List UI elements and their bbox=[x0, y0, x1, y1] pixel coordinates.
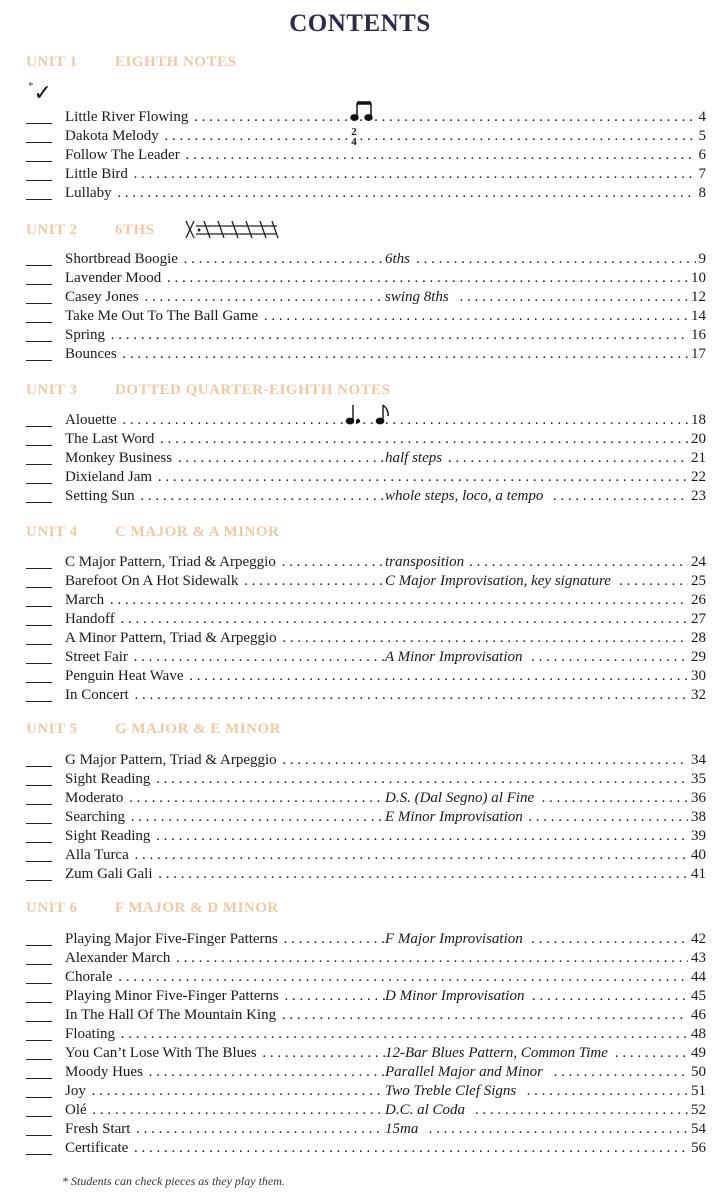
entry-page: 16 bbox=[688, 326, 706, 345]
entry-concept: 6ths bbox=[385, 250, 416, 269]
entry-concept: whole steps, loco, a tempo bbox=[385, 487, 549, 506]
contents-entry[interactable] bbox=[26, 288, 706, 307]
check-blank[interactable] bbox=[26, 842, 52, 843]
check-blank[interactable] bbox=[26, 180, 52, 181]
dotted-quarter-eighth-icon bbox=[344, 402, 390, 426]
check-blank[interactable] bbox=[26, 880, 52, 881]
unit-6-heading: UNIT 6 F MAJOR & D MINOR bbox=[26, 900, 279, 916]
footnote: * Students can check pieces as they play them. bbox=[62, 1174, 285, 1188]
check-blank[interactable] bbox=[26, 1002, 52, 1003]
contents-entry[interactable] bbox=[26, 1025, 706, 1044]
entry-title: Joy bbox=[65, 1083, 86, 1099]
entry-title: Zum Gali Gali bbox=[65, 866, 153, 882]
contents-entry[interactable] bbox=[26, 572, 706, 591]
entry-title: Moderato bbox=[65, 790, 124, 806]
entry-concept: Parallel Major and Minor bbox=[385, 1063, 549, 1082]
contents-entry[interactable] bbox=[26, 430, 706, 449]
contents-entry[interactable] bbox=[26, 127, 706, 146]
contents-entry[interactable] bbox=[26, 1063, 706, 1082]
check-legend bbox=[28, 80, 52, 106]
entry-title: A Minor Pattern, Triad & Arpeggio bbox=[65, 630, 277, 646]
entry-title: March bbox=[65, 592, 105, 608]
entry-page: 4 bbox=[696, 108, 707, 127]
contents-entry[interactable] bbox=[26, 949, 706, 968]
entry-page: 36 bbox=[688, 789, 706, 808]
checkmark-icon: ✓ bbox=[33, 80, 52, 105]
entry-page: 49 bbox=[688, 1044, 706, 1063]
entry-title: Shortbread Boogie bbox=[65, 251, 178, 267]
entry-title: The Last Word bbox=[65, 431, 155, 447]
entry-page: 7 bbox=[696, 165, 707, 184]
check-blank[interactable] bbox=[26, 464, 52, 465]
entry-page: 23 bbox=[688, 487, 706, 506]
contents-entry[interactable] bbox=[26, 1006, 706, 1025]
entry-title: Olé bbox=[65, 1102, 87, 1118]
entry-title: Alla Turca bbox=[65, 847, 129, 863]
check-blank[interactable] bbox=[26, 161, 52, 162]
entry-page: 34 bbox=[688, 751, 706, 770]
entry-concept: A Minor Improvisation bbox=[385, 648, 529, 667]
contents-entry[interactable] bbox=[26, 930, 706, 949]
entry-title: Searching bbox=[65, 809, 125, 825]
entry-page: 40 bbox=[688, 846, 706, 865]
entry-title: You Can’t Lose With The Blues bbox=[65, 1045, 257, 1061]
entry-page: 46 bbox=[688, 1006, 706, 1025]
entry-page: 17 bbox=[688, 345, 706, 364]
entry-page: 6 bbox=[696, 146, 707, 165]
check-blank[interactable] bbox=[26, 284, 52, 285]
entry-title: Playing Minor Five-Finger Patterns bbox=[65, 988, 279, 1004]
contents-entry[interactable] bbox=[26, 648, 706, 667]
entry-page: 20 bbox=[688, 430, 706, 449]
entry-title: Lavender Mood bbox=[65, 270, 162, 286]
unit-5-heading: UNIT 5 G MAJOR & E MINOR bbox=[26, 721, 281, 737]
check-blank[interactable] bbox=[26, 142, 52, 143]
unit-4-heading: UNIT 4 C MAJOR & A MINOR bbox=[26, 524, 280, 540]
entry-concept: D.C. al Coda bbox=[385, 1101, 471, 1120]
entry-title: Alexander March bbox=[65, 950, 171, 966]
contents-entry[interactable] bbox=[26, 808, 706, 827]
entry-page: 28 bbox=[688, 629, 706, 648]
entry-title: C Major Pattern, Triad & Arpeggio bbox=[65, 554, 276, 570]
time-signature: 2 4 bbox=[349, 127, 359, 147]
check-blank[interactable] bbox=[26, 322, 52, 323]
contents-entry[interactable] bbox=[26, 345, 706, 364]
check-blank[interactable] bbox=[26, 341, 52, 342]
check-blank[interactable] bbox=[26, 1078, 52, 1079]
entry-page: 21 bbox=[688, 449, 706, 468]
entry-title: Setting Sun bbox=[65, 488, 135, 504]
entry-page: 27 bbox=[688, 610, 706, 629]
entry-page: 52 bbox=[688, 1101, 706, 1120]
entry-page: 48 bbox=[688, 1025, 706, 1044]
check-blank[interactable] bbox=[26, 265, 52, 266]
contents-entry[interactable] bbox=[26, 968, 706, 987]
check-blank[interactable] bbox=[26, 823, 52, 824]
check-blank[interactable] bbox=[26, 644, 52, 645]
contents-entry[interactable] bbox=[26, 487, 706, 506]
check-blank[interactable] bbox=[26, 861, 52, 862]
entry-title: Floating bbox=[65, 1026, 116, 1042]
contents-entry[interactable] bbox=[26, 629, 706, 648]
entry-page: 22 bbox=[688, 468, 706, 487]
check-blank[interactable] bbox=[26, 701, 52, 702]
entry-title: Street Fair bbox=[65, 649, 128, 665]
contents-entry[interactable] bbox=[26, 686, 706, 705]
entry-title: Alouette bbox=[65, 412, 117, 428]
check-blank[interactable] bbox=[26, 587, 52, 588]
entry-title: G Major Pattern, Triad & Arpeggio bbox=[65, 752, 277, 768]
entry-concept: swing 8ths bbox=[385, 288, 455, 307]
check-blank[interactable] bbox=[26, 1154, 52, 1155]
contents-entry[interactable] bbox=[26, 591, 706, 610]
contents-entry[interactable] bbox=[26, 846, 706, 865]
entry-page: 41 bbox=[688, 865, 706, 884]
entry-concept: C Major Improvisation, key signature bbox=[385, 572, 617, 591]
asterisk: * bbox=[28, 80, 34, 92]
entry-page: 26 bbox=[688, 591, 706, 610]
check-blank[interactable] bbox=[26, 426, 52, 427]
entry-title: Little Bird bbox=[65, 166, 128, 182]
entry-page: 5 bbox=[696, 127, 707, 146]
check-blank[interactable] bbox=[26, 199, 52, 200]
contents-entry[interactable] bbox=[26, 1101, 706, 1120]
check-blank[interactable] bbox=[26, 1097, 52, 1098]
check-blank[interactable] bbox=[26, 945, 52, 946]
entry-page: 12 bbox=[688, 288, 706, 307]
contents-entry[interactable] bbox=[26, 1082, 706, 1101]
entry-title: Fresh Start bbox=[65, 1121, 131, 1137]
entry-page: 32 bbox=[688, 686, 706, 705]
sixths-interval-icon bbox=[182, 218, 282, 242]
contents-entry[interactable] bbox=[26, 553, 706, 572]
entry-page: 54 bbox=[688, 1120, 706, 1139]
contents-entry[interactable] bbox=[26, 165, 706, 184]
entry-page: 14 bbox=[688, 307, 706, 326]
check-blank[interactable] bbox=[26, 303, 52, 304]
contents-entry[interactable] bbox=[26, 449, 706, 468]
unit-1-heading: UNIT 1 EIGHTH NOTES bbox=[26, 54, 237, 70]
entry-page: 18 bbox=[688, 411, 706, 430]
check-blank[interactable] bbox=[26, 1135, 52, 1136]
entry-title: Take Me Out To The Ball Game bbox=[65, 308, 259, 324]
entry-page: 25 bbox=[688, 572, 706, 591]
entry-page: 38 bbox=[688, 808, 706, 827]
entry-title: Sight Reading bbox=[65, 771, 151, 787]
unit-2-heading: UNIT 2 6THS bbox=[26, 222, 155, 238]
contents-entry[interactable] bbox=[26, 865, 706, 884]
entry-page: 56 bbox=[688, 1139, 706, 1158]
contents-entry[interactable] bbox=[26, 326, 706, 345]
check-blank[interactable] bbox=[26, 606, 52, 607]
check-blank[interactable] bbox=[26, 1059, 52, 1060]
entry-title: Dixieland Jam bbox=[65, 469, 153, 485]
check-blank[interactable] bbox=[26, 964, 52, 965]
entry-title: Certificate bbox=[65, 1140, 129, 1156]
entry-title: Bounces bbox=[65, 346, 117, 362]
check-blank[interactable] bbox=[26, 785, 52, 786]
entry-concept: E Minor Improvisation bbox=[385, 808, 529, 827]
entry-title: Chorale bbox=[65, 969, 113, 985]
entry-concept: D.S. (Dal Segno) al Fine bbox=[385, 789, 540, 808]
contents-entry[interactable] bbox=[26, 250, 706, 269]
entry-page: 51 bbox=[688, 1082, 706, 1101]
entry-page: 24 bbox=[688, 553, 706, 572]
entry-page: 29 bbox=[688, 648, 706, 667]
check-blank[interactable] bbox=[26, 360, 52, 361]
check-blank[interactable] bbox=[26, 123, 52, 124]
entry-title: Sight Reading bbox=[65, 828, 151, 844]
entry-title: In Concert bbox=[65, 687, 129, 703]
entry-title: Monkey Business bbox=[65, 450, 173, 466]
entry-title: Little River Flowing bbox=[65, 109, 189, 125]
contents-entry[interactable] bbox=[26, 1044, 706, 1063]
contents-entry[interactable] bbox=[26, 1139, 706, 1158]
contents-entry[interactable] bbox=[26, 184, 706, 203]
contents-entry[interactable] bbox=[26, 789, 706, 808]
contents-entry[interactable] bbox=[26, 610, 706, 629]
entry-title: Spring bbox=[65, 327, 106, 343]
entry-concept: D Minor Improvisation bbox=[385, 987, 530, 1006]
entry-title: Follow The Leader bbox=[65, 147, 180, 163]
entry-title: Barefoot On A Hot Sidewalk bbox=[65, 573, 239, 589]
entry-concept: 15ma bbox=[385, 1120, 424, 1139]
entry-page: 44 bbox=[688, 968, 706, 987]
contents-entry[interactable] bbox=[26, 146, 706, 165]
entry-page: 35 bbox=[688, 770, 706, 789]
check-blank[interactable] bbox=[26, 483, 52, 484]
check-blank[interactable] bbox=[26, 983, 52, 984]
check-blank[interactable] bbox=[26, 804, 52, 805]
entry-concept: half steps bbox=[385, 449, 448, 468]
entry-title: Lullaby bbox=[65, 185, 112, 201]
entry-page: 8 bbox=[696, 184, 707, 203]
check-blank[interactable] bbox=[26, 1021, 52, 1022]
entry-title: Casey Jones bbox=[65, 289, 139, 305]
contents-entry[interactable] bbox=[26, 269, 706, 288]
contents-entry[interactable] bbox=[26, 770, 706, 789]
eighth-notes-icon bbox=[350, 100, 376, 122]
contents-entry[interactable] bbox=[26, 751, 706, 770]
check-blank[interactable] bbox=[26, 663, 52, 664]
entry-page: 43 bbox=[688, 949, 706, 968]
entry-title: Moody Hues bbox=[65, 1064, 143, 1080]
contents-entry[interactable] bbox=[26, 468, 706, 487]
entry-page: 45 bbox=[688, 987, 706, 1006]
check-blank[interactable] bbox=[26, 502, 52, 503]
contents-entry[interactable] bbox=[26, 307, 706, 326]
check-blank[interactable] bbox=[26, 766, 52, 767]
unit-3-heading: UNIT 3 DOTTED QUARTER-EIGHTH NOTES bbox=[26, 382, 391, 398]
entry-concept: 12-Bar Blues Pattern, Common Time bbox=[385, 1044, 614, 1063]
check-blank[interactable] bbox=[26, 1116, 52, 1117]
contents-entry[interactable] bbox=[26, 667, 706, 686]
entry-concept: Two Treble Clef Signs bbox=[385, 1082, 522, 1101]
contents-entry[interactable] bbox=[26, 827, 706, 846]
entry-page: 30 bbox=[688, 667, 706, 686]
entry-title: In The Hall Of The Mountain King bbox=[65, 1007, 277, 1023]
entry-page: 39 bbox=[688, 827, 706, 846]
entry-title: Playing Major Five-Finger Patterns bbox=[65, 931, 278, 947]
entry-title: Handoff bbox=[65, 611, 115, 627]
check-blank[interactable] bbox=[26, 682, 52, 683]
entry-page: 42 bbox=[688, 930, 706, 949]
check-blank[interactable] bbox=[26, 568, 52, 569]
entry-title: Penguin Heat Wave bbox=[65, 668, 184, 684]
check-blank[interactable] bbox=[26, 1040, 52, 1041]
entry-page: 10 bbox=[688, 269, 706, 288]
contents-entry[interactable] bbox=[26, 1120, 706, 1139]
page-title: CONTENTS bbox=[289, 10, 431, 37]
entry-title: Dakota Melody bbox=[65, 128, 159, 144]
entry-concept: F Major Improvisation bbox=[385, 930, 529, 949]
check-blank[interactable] bbox=[26, 625, 52, 626]
entry-page: 50 bbox=[688, 1063, 706, 1082]
entry-page: 9 bbox=[696, 250, 707, 269]
contents-entry[interactable] bbox=[26, 987, 706, 1006]
check-blank[interactable] bbox=[26, 445, 52, 446]
entry-concept: transposition bbox=[385, 553, 470, 572]
